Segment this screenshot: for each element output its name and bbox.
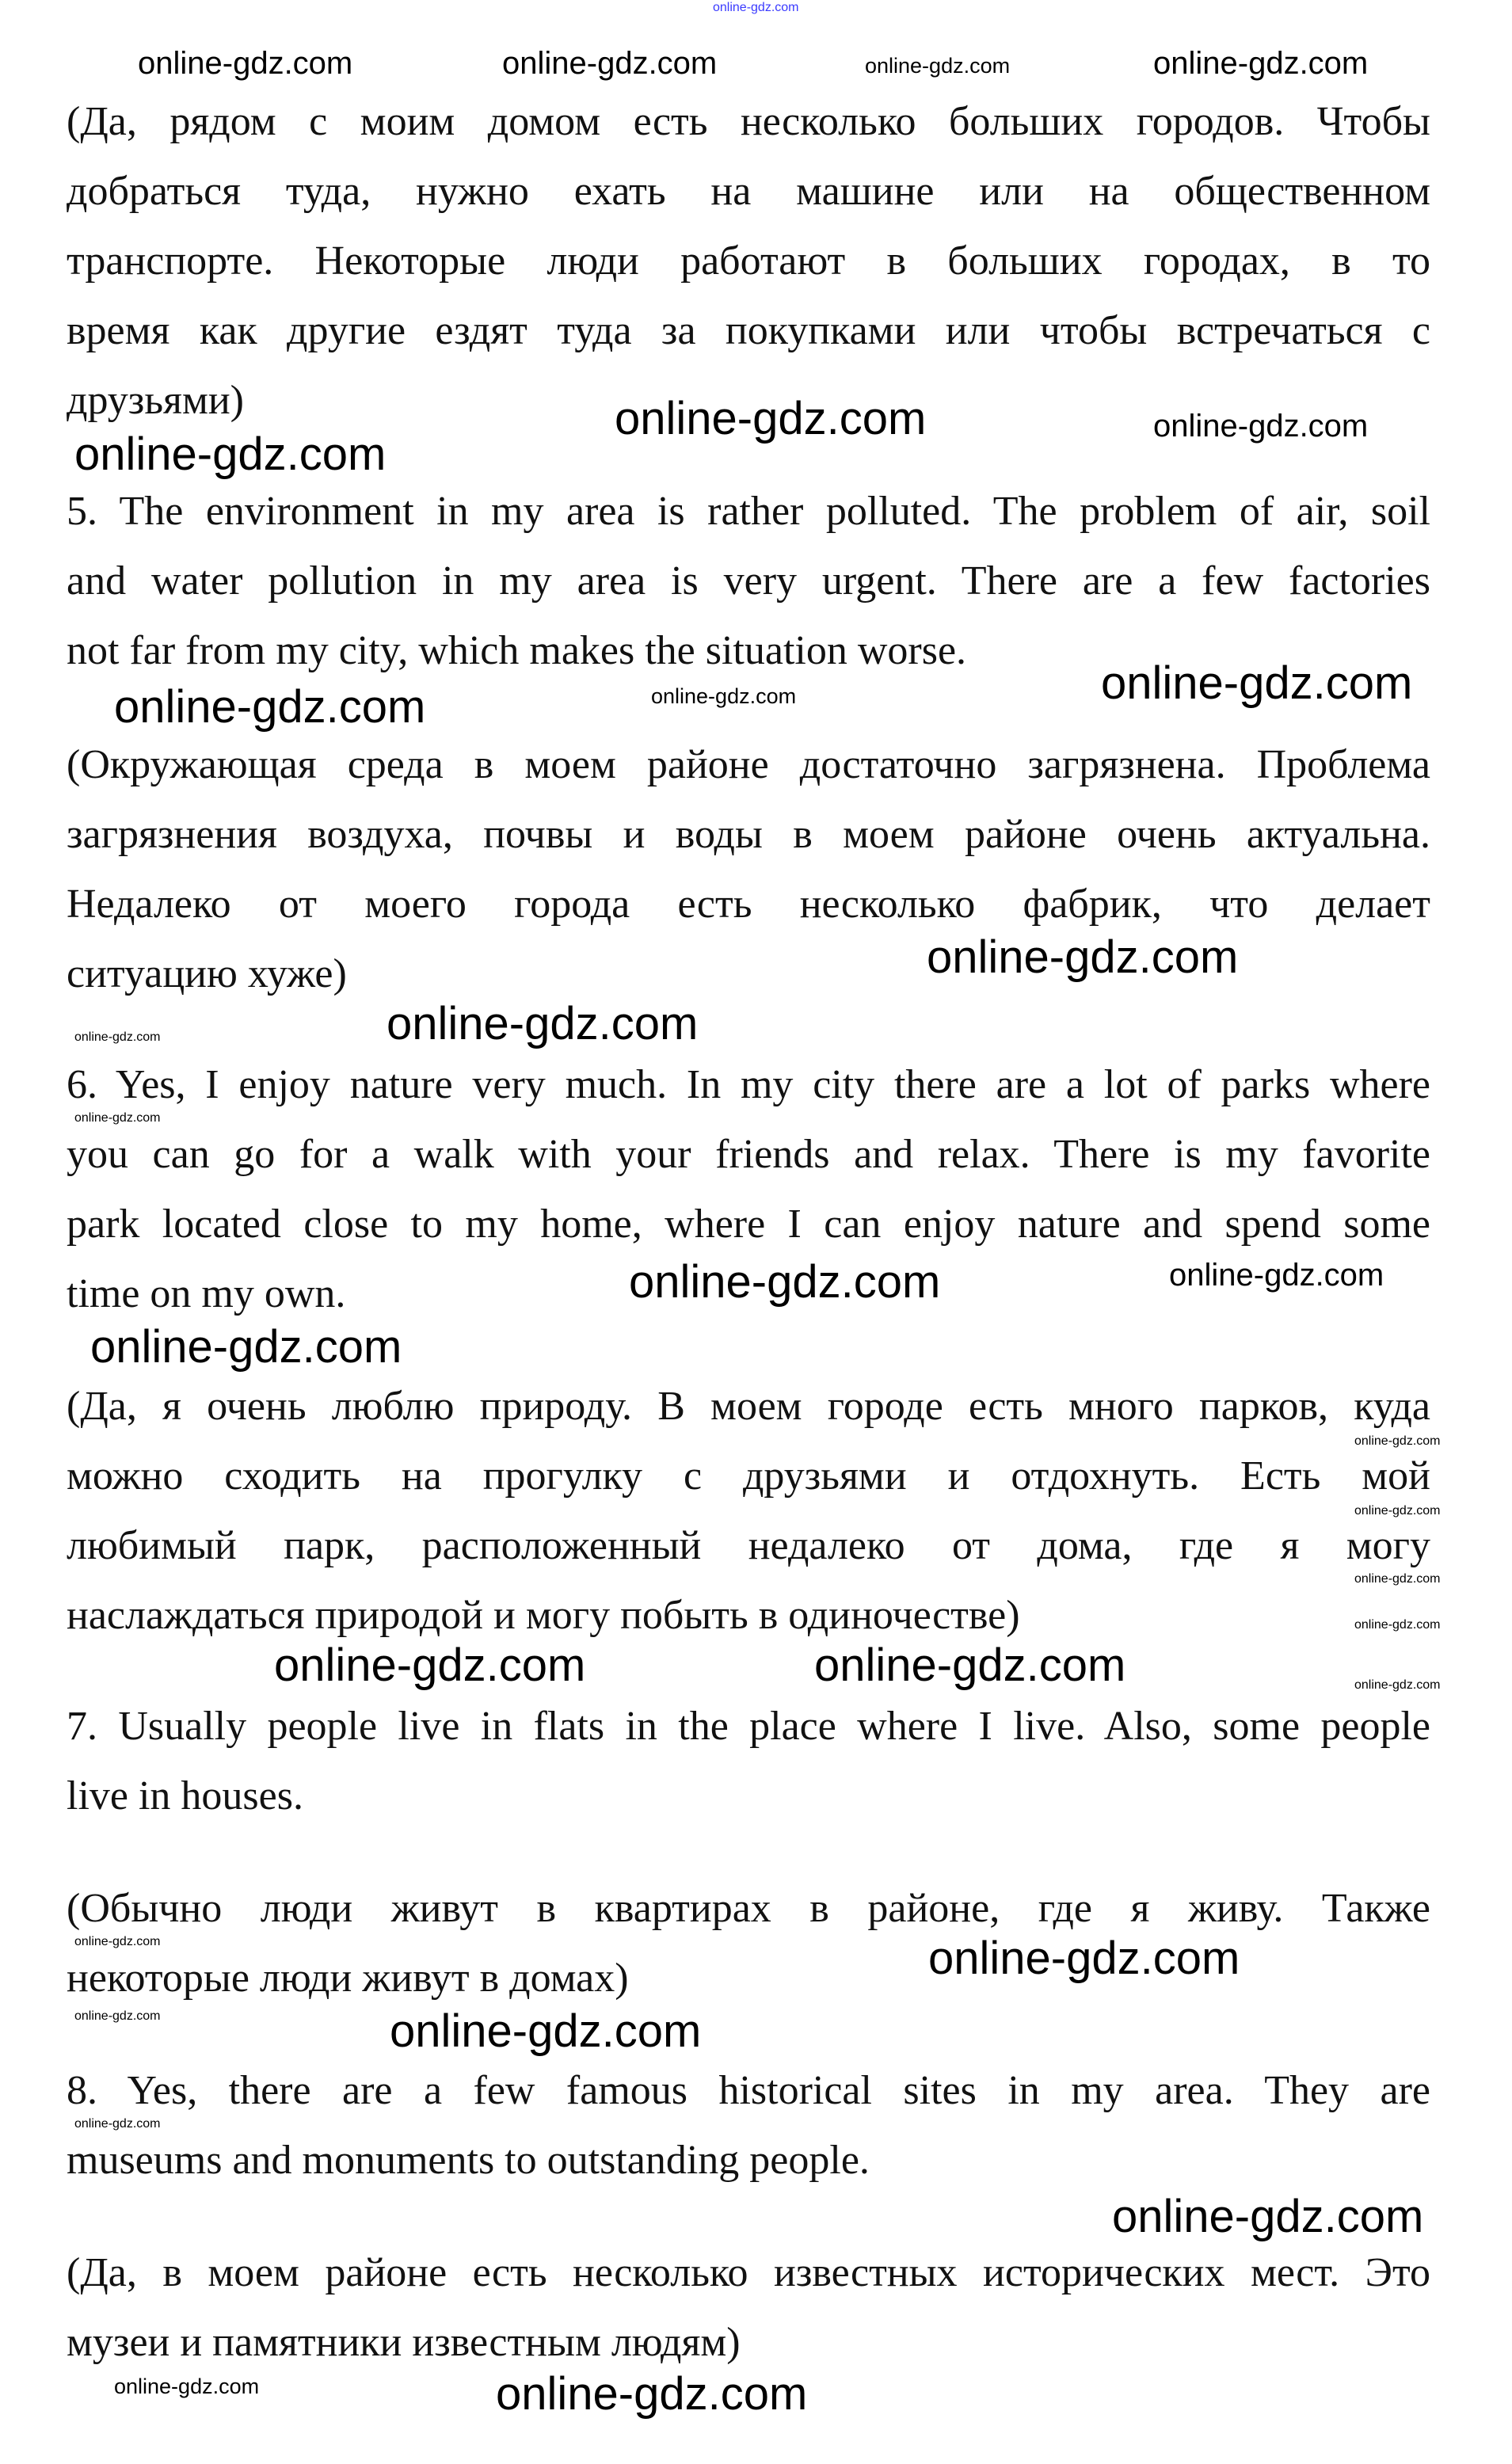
watermark: online-gdz.com [1153,409,1369,444]
watermark: online-gdz.com [1354,1618,1441,1632]
watermark: online-gdz.com [74,428,387,480]
watermark: online-gdz.com [1112,2191,1424,2242]
text-line: and water pollution in my area is very urgent. There are a few factories [67,558,1430,604]
text-line: 8. Yes, there are a few famous historical sites in my area. They are [67,2068,1430,2113]
watermark: online-gdz.com [1169,1258,1384,1293]
watermark: online-gdz.com [496,2368,808,2420]
watermark: online-gdz.com [814,1639,1126,1691]
text-line: live in houses. [67,1773,303,1818]
text-line: транспорте. Некоторые люди работают в больших городах, в то [67,238,1430,284]
text-line: 6. Yes, I enjoy nature very much. In my city there are a lot of parks where [67,1062,1430,1107]
watermark: online-gdz.com [114,681,426,733]
watermark: online-gdz.com [865,54,1011,78]
watermark: online-gdz.com [390,2005,702,2057]
watermark: online-gdz.com [114,2375,260,2398]
watermark: online-gdz.com [1354,1434,1441,1448]
watermark: online-gdz.com [927,931,1239,983]
text-line: museums and monuments to outstanding people. [67,2138,870,2183]
text-line: загрязнения воздуха, почвы и воды в моем районе очень актуальна. [67,812,1430,857]
watermark: online-gdz.com [1153,46,1369,81]
text-line: time on my own. [67,1271,346,1316]
text-line: (Обычно люди живут в квартирах в районе, где я живу. Также [67,1886,1430,1931]
watermark: online-gdz.com [74,1111,161,1125]
text-line: некоторые люди живут в домах) [67,1956,629,2001]
watermark: online-gdz.com [74,1935,161,1948]
watermark: online-gdz.com [1354,1504,1441,1518]
watermark: online-gdz.com [615,393,927,444]
text-line: ситуацию хуже) [67,951,347,996]
watermark: online-gdz.com [74,1030,161,1044]
text-line: (Да, я очень люблю природу. В моем городе есть много парков, куда [67,1384,1430,1429]
text-line: музеи и памятники известным людям) [67,2320,741,2365]
watermark: online-gdz.com [1354,1678,1441,1692]
watermark: online-gdz.com [651,684,797,708]
text-line: время как другие ездят туда за покупками или чтобы встречаться с [67,308,1430,353]
text-line: наслаждаться природой и могу побыть в одиночестве) [67,1593,1020,1638]
text-line: 7. Usually people live in flats in the place where I live. Also, some people [67,1704,1430,1749]
watermark: online-gdz.com [1101,657,1413,709]
watermark: online-gdz.com [74,2117,161,2131]
text-line: любимый парк, расположенный недалеко от дома, где я могу [67,1523,1430,1568]
text-line: друзьями) [67,378,244,423]
watermark: online-gdz.com [274,1639,586,1691]
watermark: online-gdz.com [138,46,353,81]
text-line: Недалеко от моего города есть несколько фабрик, что делает [67,882,1430,927]
watermark: online-gdz.com [90,1321,402,1373]
watermark: online-gdz.com [1354,1572,1441,1586]
text-line: (Да, в моем районе есть несколько известных исторических мест. Это [67,2250,1430,2295]
text-line: можно сходить на прогулку с друзьями и отдохнуть. Есть мой [67,1453,1430,1499]
watermark: online-gdz.com [387,998,699,1049]
watermark: online-gdz.com [502,46,718,81]
text-line: you can go for a walk with your friends and relax. There is my favorite [67,1132,1430,1177]
text-line: (Окружающая среда в моем районе достаточно загрязнена. Проблема [67,742,1430,787]
watermark: online-gdz.com [928,1933,1240,1984]
text-line: park located close to my home, where I can enjoy nature and spend some [67,1202,1430,1247]
text-line: добраться туда, нужно ехать на машине или на общественном [67,169,1430,214]
watermark: online-gdz.com [713,1,799,14]
watermark: online-gdz.com [74,2009,161,2023]
text-line: (Да, рядом с моим домом есть несколько больших городов. Чтобы [67,99,1430,144]
watermark: online-gdz.com [629,1256,941,1308]
text-line: not far from my city, which makes the situation worse. [67,628,967,673]
text-line: 5. The environment in my area is rather polluted. The problem of air, soil [67,489,1430,534]
